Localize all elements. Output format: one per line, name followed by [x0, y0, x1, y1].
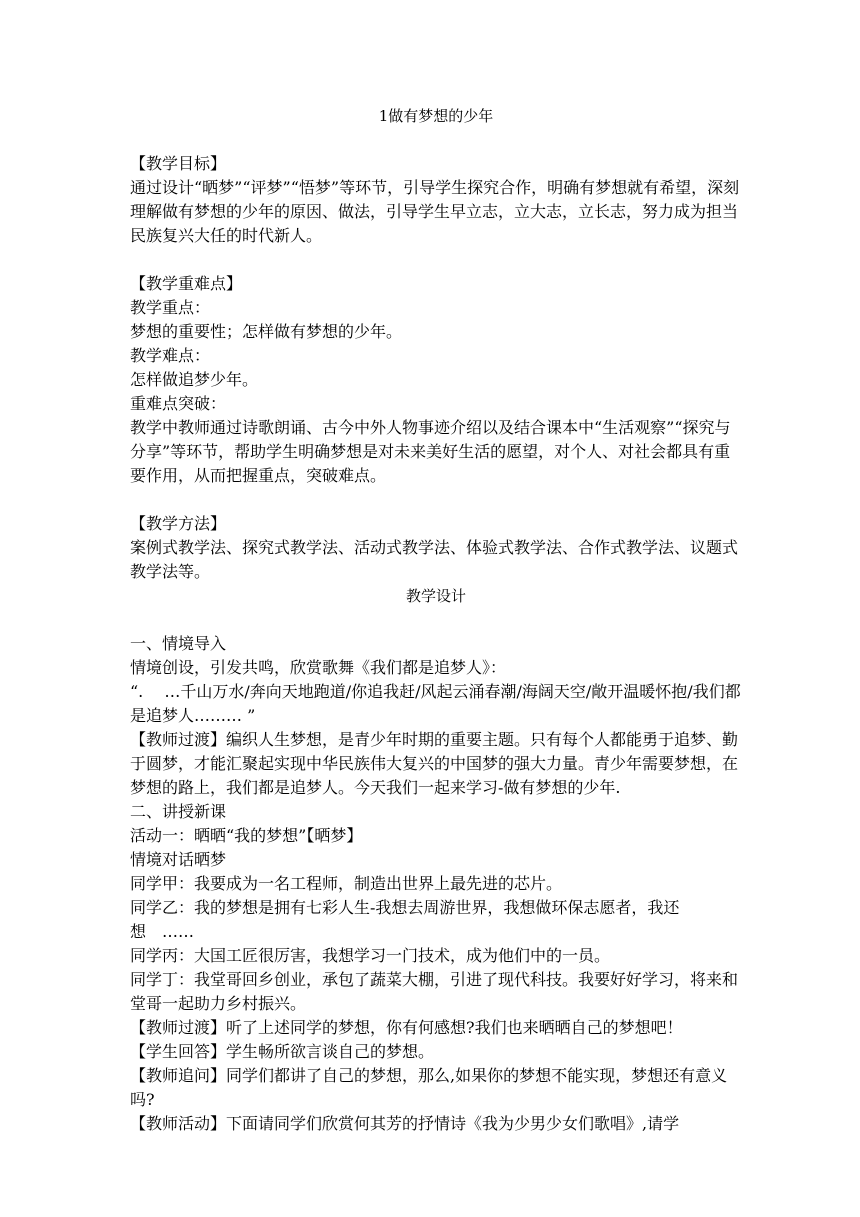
- goals-heading: 【教学目标】: [130, 154, 227, 173]
- goals-body: 通过设计“晒梦”“评梦”“悟梦”等环节，引导学生探究合作，明确有梦想就有希望，深刻理解做有梦想的少年的原因、做法，引导学生早立志，立大志，立长志，努力成为担当民族复兴大任的时代新人。: [130, 178, 740, 245]
- design-title: 教学设计: [405, 587, 466, 605]
- breakthrough-label: 重难点突破：: [130, 394, 227, 413]
- student-d-line: 同学丁：我堂哥回乡创业，承包了蔬菜大棚，引进了现代科技。我要好好学习，将来和堂哥一起助力乡村振兴。: [130, 970, 739, 1013]
- section1-heading: 一、情境导入: [130, 634, 227, 653]
- section1-lyrics: “. …千山万水/奔向天地跑道/你追我赶/风起云涌春潮/海阔天空/敞开温暖怀抱/我们都是追梦人……… ”: [130, 682, 741, 725]
- student-b-line: 同学乙：我的梦想是拥有七彩人生-我想去周游世界，我想做环保志愿者，我还想 ……: [130, 898, 680, 941]
- teacher-transition-line: 【教师过渡】听了上述同学的梦想，你有何感想?我们也来晒晒自己的梦想吧！: [130, 1018, 683, 1037]
- difficulty-label: 教学难点：: [130, 346, 211, 365]
- student-answer-line: 【学生回答】学生畅所欲言谈自己的梦想。: [130, 1042, 435, 1061]
- document-content: [130, 104, 742, 1136]
- student-c-line: 同学丙：大国工匠很厉害，我想学习一门技术，成为他们中的一员。: [130, 946, 611, 965]
- scene-title: 情境对话晒梦: [130, 850, 227, 869]
- breakthrough-text: 教学中教师通过诗歌朗诵、古今中外人物事迹介绍以及结合课本中“生活观察”“探究与分享”等环节，帮助学生明确梦想是对未来美好生活的愿望，对个人、对社会都具有重要作用，从而把握重点，突破难点。: [130, 418, 731, 485]
- section2-heading: 二、讲授新课: [130, 802, 227, 821]
- document-title: 1做有梦想的少年: [378, 107, 494, 125]
- activity-one-title: 活动一：晒晒“我的梦想”【晒梦】: [130, 826, 363, 845]
- focus-text: 梦想的重要性；怎样做有梦想的少年。: [130, 322, 403, 341]
- key-points-heading: 【教学重难点】: [130, 274, 243, 293]
- methods-body: 案例式教学法、探究式教学法、活动式教学法、体验式教学法、合作式教学法、议题式教学法等。: [130, 538, 739, 581]
- section1-transition: 【教师过渡】编织人生梦想，是青少年时期的重要主题。只有每个人都能勇于追梦、勤于圆梦，才能汇聚起实现中华民族伟大复兴的中国梦的强大力量。青少年需要梦想，在梦想的路上，我们都是追梦人。今天我们一起来学习-做有梦想的少年.: [130, 730, 739, 797]
- methods-heading: 【教学方法】: [130, 514, 227, 533]
- focus-label: 教学重点：: [130, 298, 211, 317]
- difficulty-text: 怎样做追梦少年。: [130, 370, 259, 389]
- teacher-question-line: 【教师追问】同学们都讲了自己的梦想，那么,如果你的梦想不能实现，梦想还有意义吗?: [130, 1066, 728, 1109]
- section1-intro: 情境创设，引发共鸣，欣赏歌舞《我们都是追梦人》：: [130, 658, 507, 677]
- teacher-activity-line: 【教师活动】下面请同学们欣赏何其芳的抒情诗《我为少男少女们歌唱》,请学: [130, 1114, 680, 1133]
- student-a-line: 同学甲：我要成为一名工程师，制造出世界上最先进的芯片。: [130, 874, 563, 893]
